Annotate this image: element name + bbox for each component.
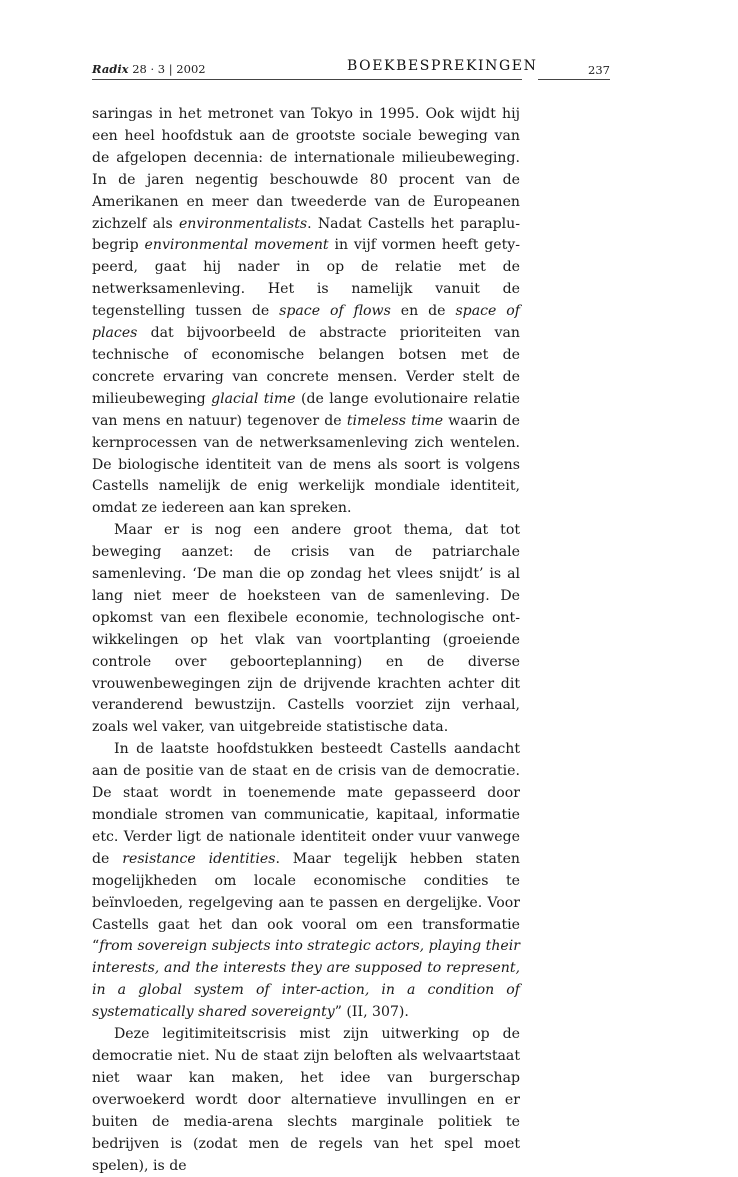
italic-term: glacial time bbox=[211, 390, 296, 407]
text-run: ” (II, 307). bbox=[334, 1004, 409, 1021]
italic-term: environmentalists bbox=[178, 215, 308, 232]
page-number: 237 bbox=[588, 63, 610, 77]
text-run: saringas in het metronet van Tokyo in 1995. Ook wijdt hij een heel hoofdstuk aan de grootste sociale beweging van de afgelopen decennia: de internationale milieubeweging. In de jaren negentig beschouwde 80 procent van de Amerikanen en meer dan tweederde van de Europeanen zichzelf als bbox=[92, 106, 520, 232]
italic-quote: from sovereign subjects into strategic actors, playing their interests, and the interests they are supposed to represent, in a global system of inter-action, in a condition of systematically shared sovereignty bbox=[92, 938, 520, 1021]
paragraph-2: Maar er is nog een andere groot thema, dat tot beweging aanzet: de crisis van de patriarchale samenleving. ‘De man die op zondag het vlees snijdt’ is al lang niet meer de hoeksteen van de samenleving. De opkomst van een flexibele economie, technologische ontwikkelingen op het vlak van voortplanting (groeiende controle over geboorteplanning) en de diverse vrouwenbewegingen zijn de drijvende krachten achter dit veranderend bewustzijn. Castells voorziet zijn verhaal, zoals wel vaker, van uitgebreide statistische data. bbox=[92, 522, 520, 736]
italic-term: environmental movement bbox=[144, 237, 329, 254]
header-rule-left bbox=[92, 79, 522, 80]
paragraph-3 bbox=[92, 739, 520, 1024]
text-run: (de lange evolutionaire relatie van mens en natuur) tegenover de bbox=[92, 390, 520, 429]
text-run: in vijf vormen heeft getypeerd, gaat hij nader in op de relatie met de netwerksamenleving. Het is namelijk vanuit de tegenstelling tussen de bbox=[92, 237, 520, 320]
paragraph-4: Deze legitimiteitscrisis mist zijn uitwerking op de democratie niet. Nu de staat zijn beloften als welvaartstaat niet waar kan maken, het idee van burgerschap overwoekerd wordt door alternatieve invullingen en er buiten de media-arena slechts marginale politiek te bedrijven is (zodat men de regels van het spel moet spelen), is de bbox=[92, 1026, 520, 1174]
text-run: en de bbox=[390, 303, 456, 320]
journal-citation bbox=[92, 62, 206, 76]
text-run: . Maar tegelijk hebben staten mogelijkheden om locale economische condities te beïnvloeden, regelgeving aan te passen en dergelijke. Voor Castells gaat het dan ook vooral om een transformatie “ bbox=[92, 850, 520, 955]
text-run: . Nadat Castells het paraplu-begrip bbox=[92, 215, 520, 254]
italic-term: resistance identities bbox=[122, 850, 276, 867]
running-header bbox=[92, 58, 610, 80]
italic-term: timeless time bbox=[346, 412, 444, 429]
italic-term: space of places bbox=[92, 303, 520, 342]
journal-name: Radix bbox=[92, 62, 129, 76]
section-title: BOEKBESPREKINGEN bbox=[347, 58, 538, 74]
text-run: dat bijvoorbeeld de abstracte prioriteiten van technische of economische belangen botsen met de concrete ervaring van concrete mensen. Verder stelt de milieubeweging bbox=[92, 325, 520, 407]
text-run: waarin de kernprocessen van de netwerksamenleving zich wentelen. De biologische identiteit van de mens als soort is volgens Castells namelijk de enig werkelijk mondiale identiteit, omdat ze iedereen aan kan spreken. bbox=[92, 412, 520, 517]
text-run: In de laatste hoofdstukken besteedt Castells aandacht aan de positie van de staat en de crisis van de democratie. De staat wordt in toenemende mate gepasseerd door mondiale stromen van communicatie, kapitaal, informatie etc. Verder ligt de nationale identiteit onder vuur vanwege de bbox=[92, 741, 520, 867]
paragraph-1 bbox=[92, 104, 520, 520]
header-rule-right bbox=[538, 79, 610, 80]
article-body bbox=[92, 104, 520, 1177]
journal-issue: 28 · 3 | 2002 bbox=[132, 62, 206, 76]
italic-term: space of flows bbox=[279, 303, 391, 320]
